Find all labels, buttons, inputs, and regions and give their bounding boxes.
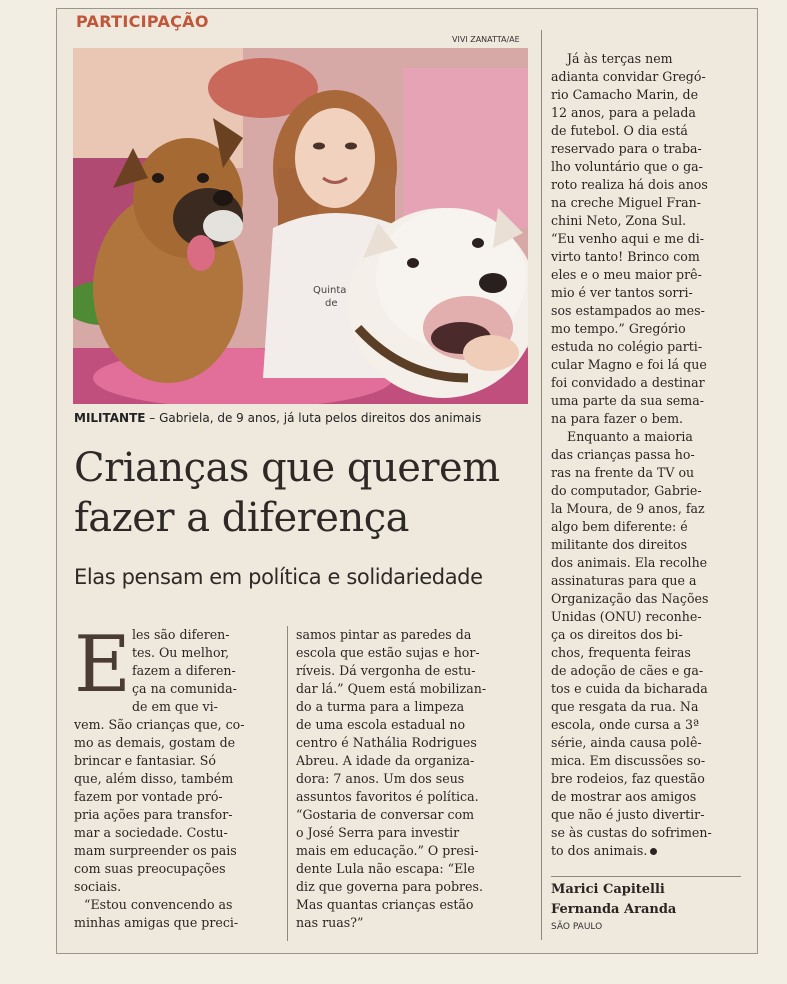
headline-line-2: fazer a diferença bbox=[74, 495, 409, 541]
article-line: estuda no colégio parti- bbox=[551, 339, 703, 354]
article-line: que resgata da rua. Na bbox=[551, 699, 699, 714]
article-line: reservado para o traba- bbox=[551, 141, 702, 156]
article-line: o José Serra para investir bbox=[296, 825, 460, 840]
article-line: cular Magno e foi lá que bbox=[551, 357, 707, 372]
photo-credit: VIVI ZANATTA/AE bbox=[452, 35, 520, 44]
shirt-text-1: Quinta bbox=[313, 285, 347, 296]
article-line: ça os direitos dos bi- bbox=[551, 627, 683, 642]
article-line: virto tanto! Brinco com bbox=[551, 249, 700, 264]
article-line: Já às terças nem bbox=[567, 51, 673, 66]
article-line: na para fazer o bem. bbox=[551, 411, 684, 426]
article-line: série, ainda causa polê- bbox=[551, 735, 702, 750]
article-line: “Eu venho aqui e me di- bbox=[551, 231, 705, 246]
article-line: “Estou convencendo as bbox=[84, 897, 233, 912]
headline-line-1: Crianças que querem bbox=[74, 445, 500, 491]
article-line: das crianças passa ho- bbox=[551, 447, 695, 462]
article-line: escola, onde cursa a 3ª bbox=[551, 717, 699, 732]
article-line: vem. São crianças que, co- bbox=[74, 717, 245, 732]
article-line: Unidas (ONU) reconhe- bbox=[551, 609, 702, 624]
article-line: Abreu. A idade da organiza- bbox=[296, 753, 475, 768]
article-line: tos e cuida da bicharada bbox=[551, 681, 708, 696]
end-bullet bbox=[650, 848, 657, 855]
article-line: foi convidado a destinar bbox=[551, 375, 705, 390]
subheadline: Elas pensam em política e solidariedade bbox=[74, 565, 483, 589]
article-line: Organização das Nações bbox=[551, 591, 709, 606]
article-column-1 bbox=[74, 620, 279, 932]
article-line: dora: 7 anos. Um dos seus bbox=[296, 771, 465, 786]
article-line: tes. Ou melhor, bbox=[132, 645, 230, 660]
article-line: mam surpreender os pais bbox=[74, 843, 237, 858]
article-line: fazem por vontade pró- bbox=[74, 789, 223, 804]
article-line: sociais. bbox=[74, 879, 122, 894]
article-line: brincar e fantasiar. Só bbox=[74, 753, 216, 768]
article-line: com suas preocupações bbox=[74, 861, 226, 876]
article-line: escola que estão sujas e hor- bbox=[296, 645, 480, 660]
headline bbox=[74, 443, 544, 543]
article-line: do computador, Gabrie- bbox=[551, 483, 702, 498]
article-line: assuntos favoritos é política. bbox=[296, 789, 479, 804]
article-line: rio Camacho Marin, de bbox=[551, 87, 699, 102]
article-line: pria ações para transfor- bbox=[74, 807, 233, 822]
article-line: na creche Miguel Fran- bbox=[551, 195, 701, 210]
article-line: de uma escola estadual no bbox=[296, 717, 466, 732]
article-line: de adoção de cães e ga- bbox=[551, 663, 704, 678]
article-line: mo tempo.” Gregório bbox=[551, 321, 686, 336]
photo-caption bbox=[74, 411, 534, 425]
drop-cap: E bbox=[74, 620, 131, 710]
article-line: eles e o meu maior prê- bbox=[551, 267, 702, 282]
article-line: militante dos direitos bbox=[551, 537, 688, 552]
article-line: sos estampados ao mes- bbox=[551, 303, 705, 318]
article-line: de em que vi- bbox=[132, 699, 218, 714]
article-line: se às custas do sofrimen- bbox=[551, 825, 712, 840]
article-line: dos animais. Ela recolhe bbox=[551, 555, 708, 570]
article-line: mar a sociedade. Costu- bbox=[74, 825, 228, 840]
article-line: mica. Em discussões so- bbox=[551, 753, 706, 768]
article-line: do a turma para a limpeza bbox=[296, 699, 465, 714]
author-1: Marici Capitelli bbox=[551, 882, 665, 897]
article-line: Mas quantas crianças estão bbox=[296, 897, 474, 912]
column-divider bbox=[287, 626, 288, 941]
article-line: minhas amigas que preci- bbox=[74, 915, 239, 930]
article-line: ça na comunida- bbox=[132, 681, 237, 696]
column-divider bbox=[541, 30, 542, 940]
article-line: centro é Nathália Rodrigues bbox=[296, 735, 477, 750]
byline-rule bbox=[551, 876, 741, 877]
article-line: diz que governa para pobres. bbox=[296, 879, 483, 894]
section-label: PARTICIPAÇÃO bbox=[76, 12, 209, 31]
article-line: chos, frequenta feiras bbox=[551, 645, 691, 660]
article-line: ríveis. Dá vergonha de estu- bbox=[296, 663, 476, 678]
article-line: Enquanto a maioria bbox=[567, 429, 693, 444]
article-line: dar lá.” Quem está mobilizan- bbox=[296, 681, 487, 696]
article-line: to dos animais. bbox=[551, 842, 751, 860]
article-line: fazem a diferen- bbox=[132, 663, 236, 678]
article-line: mais em educação.” O presi- bbox=[296, 843, 479, 858]
caption-text: – Gabriela, de 9 anos, já luta pelos direitos dos animais bbox=[145, 411, 482, 425]
article-line: de futebol. O dia está bbox=[551, 123, 688, 138]
article-column-3 bbox=[551, 50, 751, 860]
article-line: adianta convidar Gregó- bbox=[551, 69, 706, 84]
article-line: roto realiza há dois anos bbox=[551, 177, 708, 192]
article-column-2 bbox=[296, 626, 521, 932]
article-line: 12 anos, para a pelada bbox=[551, 105, 696, 120]
article-line: la Moura, de 9 anos, faz bbox=[551, 501, 705, 516]
article-line: que não é justo divertir- bbox=[551, 807, 705, 822]
article-line: “Gostaria de conversar com bbox=[296, 807, 475, 822]
article-line: lho voluntário que o ga- bbox=[551, 159, 703, 174]
article-line: mo as demais, gostam de bbox=[74, 735, 236, 750]
shirt-text-2: de bbox=[325, 298, 338, 309]
article-line: chini Neto, Zona Sul. bbox=[551, 213, 687, 228]
article-line: nas ruas?” bbox=[296, 915, 364, 930]
caption-lead: MILITANTE bbox=[74, 411, 146, 425]
article-photo bbox=[73, 48, 528, 404]
article-line: les são diferen- bbox=[132, 627, 230, 642]
article-line: ras na frente da TV ou bbox=[551, 465, 695, 480]
article-line: bre rodeios, faz questão bbox=[551, 771, 705, 786]
photo-illustration bbox=[73, 48, 528, 404]
article-line: de mostrar aos amigos bbox=[551, 789, 697, 804]
article-line: dente Lula não escapa: “Ele bbox=[296, 861, 475, 876]
article-line: que, além disso, também bbox=[74, 771, 234, 786]
article-line: uma parte da sua sema- bbox=[551, 393, 704, 408]
article-line: algo bem diferente: é bbox=[551, 519, 688, 534]
author-2: Fernanda Aranda bbox=[551, 902, 677, 917]
byline bbox=[551, 880, 676, 920]
dateline-city: SÃO PAULO bbox=[551, 922, 603, 932]
article-line: mio é ver tantos sorri- bbox=[551, 285, 693, 300]
article-line: samos pintar as paredes da bbox=[296, 627, 472, 642]
article-line: assinaturas para que a bbox=[551, 573, 697, 588]
